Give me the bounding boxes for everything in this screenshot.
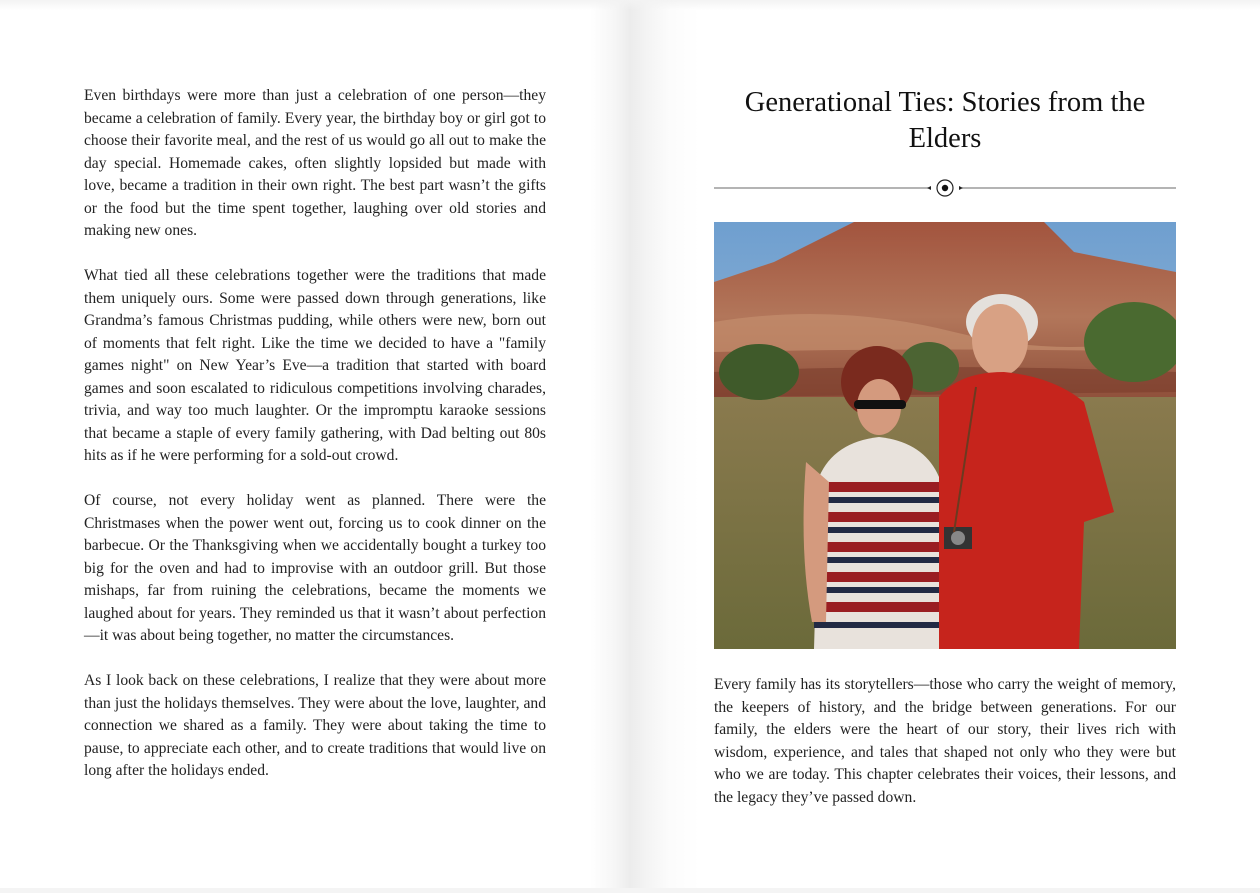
top-shadow [0, 0, 1260, 10]
paragraph: As I look back on these celebrations, I realize that they were about more than just the holidays themselves. They were about the love, laughter, and connection we shared as a family. They were about taking the time to pause, to appreciate each other, and to create traditions that would live on long after the holidays ended. [84, 672, 546, 779]
elders-photo [714, 222, 1176, 649]
paragraph: Even birthdays were more than just a celebration of one person—they became a celebration of family. Every year, the birthday boy or girl got to choose their favorite meal, and the rest of us would go all out to make the day special. Homemade cakes, often slightly lopsided but made with love, became a tradition in their own right. The best part wasn’t the gifts or the food but the time spent together, laughing over old stories and making new ones. [84, 87, 546, 239]
paragraph: Every family has its storytellers—those who carry the weight of memory, the keepers of history, and the bridge between generations. For our family, the elders were the heart of our story, their lives rich with wisdom, experience, and tales that shaped not only who they were but who we are today. This chapter celebrates their voices, their lessons, and the legacy they’ve passed down. [714, 676, 1176, 806]
chapter-title: Generational Ties: Stories from the Elders [744, 87, 1146, 154]
left-page-body [84, 85, 546, 805]
right-page-body [714, 674, 1176, 832]
paragraph: Of course, not every holiday went as planned. There were the Christmases when the power went out, forcing us to cook dinner on the barbecue. Or the Thanksgiving when we accidentally bought a turkey too big for the oven and had to improvise with an outdoor grill. But those mishaps, far from ruining the celebrations, became the moments we laughed about for years. They reminded us that it wasn’t about perfection—it was about being together, no matter the circumstances. [84, 492, 546, 644]
paragraph: What tied all these celebrations together were the traditions that made them uniquely ours. Some were passed down through generations, like Grandma’s famous Christmas pudding, while others were new, born out of moments that felt right. Like the time we decided to have a "family games night" on New Year’s Eve—a tradition that started with board games and soon escalated to ridiculous competitions involving charades, trivia, and way too much laughter. Or the impromptu karaoke sessions that became a staple of every family gathering, with Dad belting out 80s hits as if he were performing for a sold-out crowd. [84, 267, 546, 464]
bottom-shadow [0, 888, 1260, 893]
ornament-divider-icon [714, 178, 1176, 198]
